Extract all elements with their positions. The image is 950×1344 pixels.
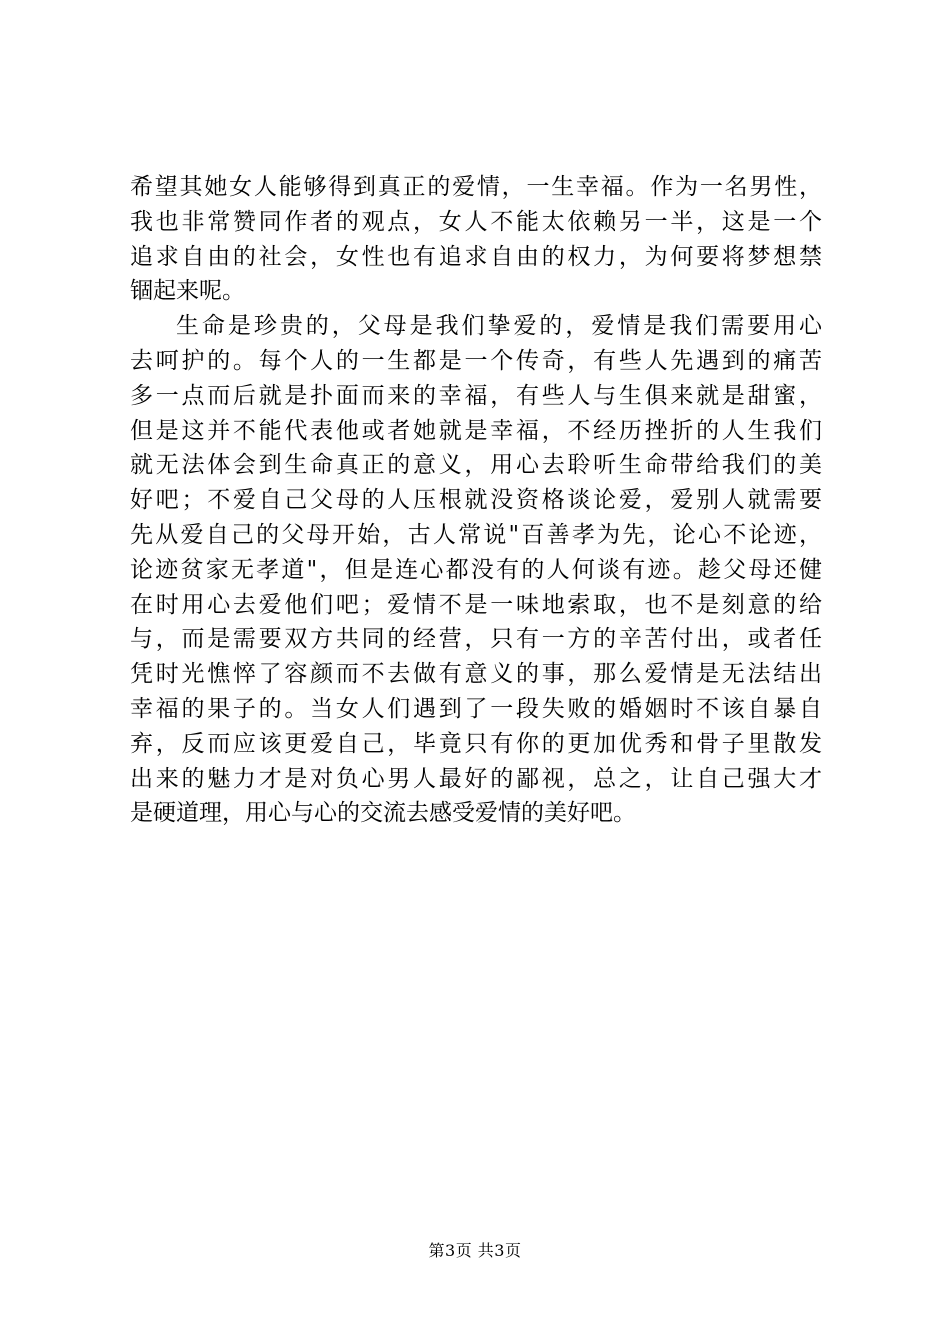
text-line: 凭时光憔悴了容颜而不去做有意义的事，那么爱情是无法结出	[130, 661, 822, 688]
text-line: 就无法体会到生命真正的意义，用心去聆听生命带给我们的美	[130, 452, 822, 479]
text-line: 幸福的果子的。当女人们遇到了一段失败的婚姻时不该自暴自	[130, 695, 822, 722]
text-line: 与，而是需要双方共同的经营，只有一方的辛苦付出，或者任	[130, 626, 822, 653]
text-line: 去呵护的。每个人的一生都是一个传奇，有些人先遇到的痛苦	[130, 347, 822, 374]
text-line: 好吧；不爱自己父母的人压根就没资格谈论爱，爱别人就需要	[130, 487, 822, 514]
paragraph-end-line: 锢起来呢。	[130, 278, 245, 305]
text-line: 多一点而后就是扑面而来的幸福，有些人与生俱来就是甜蜜，	[130, 382, 822, 409]
text-line: 我也非常赞同作者的观点，女人不能太依赖另一半，这是一个	[130, 208, 822, 235]
text-line: 先从爱自己的父母开始，古人常说"百善孝为先，论心不论迹，	[130, 521, 822, 548]
page-number-footer: 第3页 共3页	[428, 1241, 522, 1260]
body-text	[130, 170, 822, 831]
text-line: 弃，反而应该更爱自己，毕竟只有你的更加优秀和骨子里散发	[130, 730, 822, 757]
paragraph-start-line: 生命是珍贵的，父母是我们挚爱的，爱情是我们需要用心	[176, 313, 822, 340]
text-line: 但是这并不能代表他或者她就是幸福，不经历挫折的人生我们	[130, 417, 822, 444]
text-line: 论迹贫家无孝道"，但是连心都没有的人何谈有迹。趁父母还健	[130, 556, 822, 583]
text-line: 出来的魅力才是对负心男人最好的鄙视，总之，让自己强大才	[130, 765, 822, 792]
text-line: 追求自由的社会，女性也有追求自由的权力，为何要将梦想禁	[130, 243, 822, 270]
text-line: 在时用心去爱他们吧；爱情不是一味地索取，也不是刻意的给	[130, 591, 822, 618]
paragraph-end-line: 是硬道理，用心与心的交流去感受爱情的美好吧。	[130, 800, 636, 827]
text-line: 希望其她女人能够得到真正的爱情，一生幸福。作为一名男性，	[130, 174, 822, 200]
